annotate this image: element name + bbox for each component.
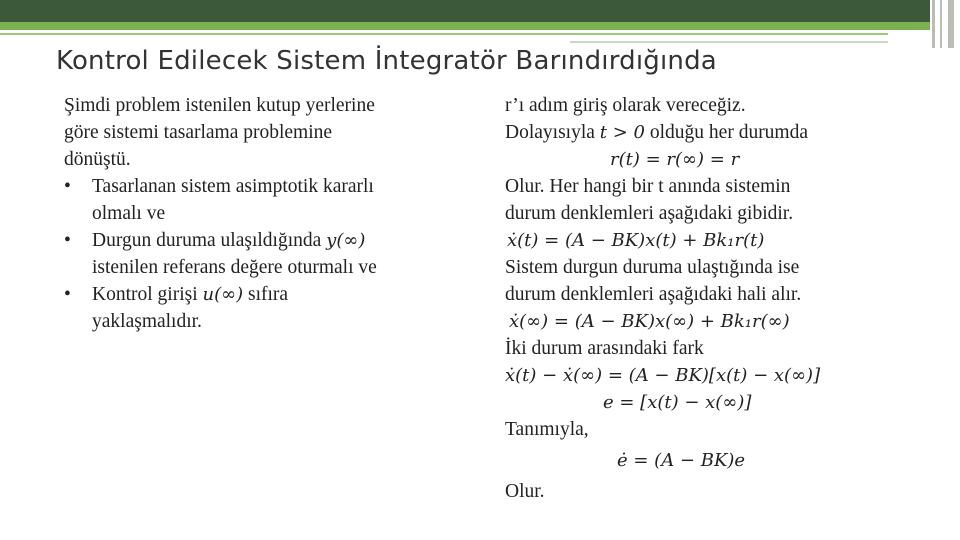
- right-line-4: durum denklemleri aşağıdaki gibidir.: [505, 203, 794, 224]
- right-line-2-after: olduğu her durumda: [649, 122, 809, 143]
- bullet-icon: •: [64, 176, 71, 197]
- right-line-7: İki durum arasındaki fark: [505, 338, 704, 359]
- corner-rule-1: [932, 0, 935, 48]
- bullet-3-after: sıfıra: [248, 284, 289, 305]
- right-line-5: Sistem durgun duruma ulaştığında ise: [505, 257, 800, 278]
- right-column: [505, 92, 925, 505]
- equation-5: e = [x(t) − x(∞)]: [603, 392, 752, 413]
- right-line-9: Olur.: [505, 481, 545, 502]
- bullet-1-cont: olmalı ve: [92, 203, 166, 224]
- bullet-2-text: Durgun duruma ulaşıldığında: [92, 230, 322, 251]
- header-dark-bar: [0, 0, 930, 22]
- bullet-2-math: y(∞): [326, 230, 366, 251]
- right-line-8: Tanımıyla,: [505, 419, 589, 440]
- equation-2: ẋ(t) = (A − BK)x(t) + Bk₁r(t): [507, 230, 765, 251]
- right-line-6: durum denklemleri aşağıdaki hali alır.: [505, 284, 802, 305]
- header-green-bar: [0, 22, 930, 30]
- bullet-3-text: Kontrol girişi: [92, 284, 198, 305]
- title-underline: [570, 41, 888, 43]
- equation-6: ė = (A − BK)e: [617, 450, 746, 471]
- equation-3: ẋ(∞) = (A − BK)x(∞) + Bk₁r(∞): [509, 311, 790, 332]
- corner-rule-2: [940, 0, 942, 48]
- bullet-icon: •: [64, 230, 71, 251]
- bullet-icon: •: [64, 284, 71, 305]
- bullet-3: [64, 281, 464, 308]
- bullet-2: [64, 227, 464, 254]
- bullet-3-math: u(∞): [202, 284, 244, 305]
- bullet-1: [64, 173, 464, 200]
- intro-line-1: Şimdi problem istenilen kutup yerlerine: [64, 95, 375, 116]
- equation-1: r(t) = r(∞) = r: [610, 149, 740, 170]
- left-column: [64, 92, 464, 335]
- bullet-2-cont: istenilen referans değere oturmalı ve: [92, 257, 377, 278]
- intro-line-2: göre sistemi tasarlama problemine: [64, 122, 333, 143]
- intro-line-3: dönüştü.: [64, 149, 131, 170]
- equation-4: ẋ(t) − ẋ(∞) = (A − BK)[x(t) − x(∞)]: [505, 365, 821, 386]
- corner-rule-3: [948, 0, 954, 48]
- slide-title: Kontrol Edilecek Sistem İntegratör Barındırdığında: [56, 46, 717, 76]
- header-accent-line: [0, 33, 888, 35]
- right-line-2-math: t > 0: [599, 122, 645, 143]
- right-line-3: Olur. Her hangi bir t anında sistemin: [505, 176, 791, 197]
- right-line-2: [505, 119, 925, 146]
- right-line-2-text: Dolayısıyla: [505, 122, 595, 143]
- bullet-1-text: Tasarlanan sistem asimptotik kararlı: [92, 176, 374, 197]
- bullet-3-cont: yaklaşmalıdır.: [92, 311, 202, 332]
- right-line-1: r’ı adım giriş olarak vereceğiz.: [505, 95, 746, 116]
